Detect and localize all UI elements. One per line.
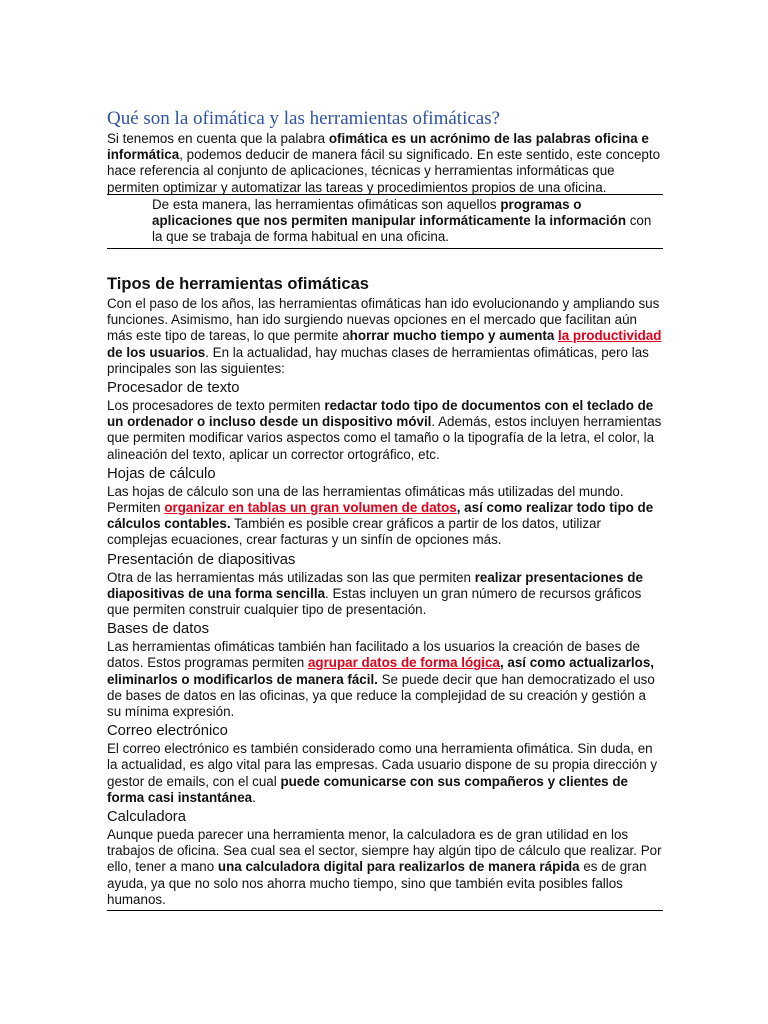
calculadora-text: Aunque pueda parecer una herramienta menor, la calculadora es de gran utilidad en los trabajos de oficina. Sea cual sea el sector, siempre hay algún tipo de cálculo que realizar. Por ello, tener a mano <box>107 827 662 875</box>
heading-calculadora: Calculadora <box>107 809 186 826</box>
correo-paragraph <box>107 741 663 806</box>
bases-text: Las herramientas ofimáticas también han facilitado a los usuarios la creación de bases de datos. Estos programas permiten <box>107 639 640 671</box>
calculadora-bold: una calculadora digital para realizarlos de manera rápida <box>217 859 580 875</box>
section-heading-tipos: Tipos de herramientas ofimáticas <box>107 275 369 293</box>
hojas-paragraph <box>107 484 663 549</box>
link-agrupar-datos[interactable]: agrupar datos de forma lógica <box>307 655 500 671</box>
heading-presentacion-de-diapositivas: Presentación de diapositivas <box>107 551 296 568</box>
presentacion-paragraph <box>107 570 663 619</box>
presentacion-text: Otra de las herramientas más utilizadas son las que permiten <box>107 569 475 585</box>
heading-bases-de-datos: Bases de datos <box>107 621 210 638</box>
quote-block <box>107 194 663 249</box>
correo-bold: puede comunicarse con sus compañeros y clientes de forma casi instantánea <box>107 773 628 805</box>
hojas-text-end: También es posible crear gráficos a partir de los datos, utilizar complejas ecuaciones, crear facturas y un sinfín de opciones más. <box>107 516 601 548</box>
heading-correo-electronico: Correo electrónico <box>107 723 228 740</box>
procesador-text: Los procesadores de texto permiten <box>107 398 325 414</box>
bases-paragraph <box>107 639 663 720</box>
intro-bold: ofimática es un acrónimo de las palabras oficina e informática <box>107 131 649 163</box>
quote-bold: programas o aplicaciones que nos permiten manipular informáticamente la información <box>152 197 626 229</box>
link-organizar-en-tablas[interactable]: organizar en tablas un gran volumen de datos <box>164 500 457 516</box>
bases-bold: , así como actualizarlos, eliminarlos o modificarlos de manera fácil. <box>107 655 654 687</box>
tipos-bold-2: de los usuarios <box>107 344 206 360</box>
calculadora-paragraph <box>107 827 663 911</box>
page-title: Qué son la ofimática y las herramientas ofimáticas? <box>107 108 501 129</box>
section-body <box>107 296 663 911</box>
tipos-bold: horrar mucho tiempo y aumenta <box>349 328 558 344</box>
hojas-bold: , así como realizar todo tipo de cálculos contables. <box>107 500 654 532</box>
bases-text-end: Se puede decir que han democratizado el uso de bases de datos en las oficinas, ya que reduce la complejidad de su creación y gestión a su mínima expresión. <box>107 671 655 720</box>
intro-text-end: , podemos deducir de manera fácil su significado. En este sentido, este concepto hace referencia al conjunto de aplicaciones, técnicas y herramientas informáticas que permiten optimizar y automatizar las tareas y procedimientos propios de una oficina. <box>107 147 661 195</box>
presentacion-bold: realizar presentaciones de diapositivas de una forma sencilla <box>107 569 643 601</box>
tipos-text: Con el paso de los años, las herramientas ofimáticas han ido evolucionando y ampliando sus funciones. Asimismo, han ido surgiendo nuevas opciones en el mercado que facilitan aún más este tipo de tareas, lo que permite a <box>107 296 660 344</box>
procesador-text-end: . Además, estos incluyen herramientas que permiten modificar varios aspectos como el tamaño o la tipografía de la letra, el color, la alineación del texto, aplicar un corrector ortográfico, etc. <box>107 414 662 462</box>
intro-paragraph <box>107 131 663 196</box>
procesador-bold: redactar todo tipo de documentos con el teclado de un ordenador o incluso desde un dispositivo móvil <box>107 398 654 430</box>
tipos-text-end: . En la actualidad, hay muchas clases de herramientas ofimáticas, pero las principales son las siguientes: <box>107 344 649 376</box>
link-la-productividad[interactable]: la productividad <box>558 328 662 344</box>
heading-hojas-de-calculo: Hojas de cálculo <box>107 465 216 482</box>
quote-text: De esta manera, las herramientas ofimáticas son aquellos <box>152 197 501 212</box>
correo-text: El correo electrónico es también considerado como una herramienta ofimática. Sin duda, en la actualidad, es algo vital para las empresas. Cada usuario dispone de su propia dirección y gestor de emails, con el cual <box>107 741 658 789</box>
procesador-paragraph <box>107 398 663 463</box>
correo-text-end: . <box>252 789 256 805</box>
heading-procesador-de-texto: Procesador de texto <box>107 380 240 397</box>
intro-text: Si tenemos en cuenta que la palabra <box>107 131 329 146</box>
calculadora-text-end: es de gran ayuda, ya que no solo nos ahorra mucho tiempo, sino que también evita posibles fallos humanos. <box>107 859 647 907</box>
presentacion-text-end: . Estas incluyen un gran número de recursos gráficos que permiten construir cualquier tipo de presentación. <box>107 585 642 618</box>
hojas-text: Las hojas de cálculo son una de las herramientas ofimáticas más utilizadas del mundo. Permiten <box>107 483 624 516</box>
quote-text-end: con la que se trabaja de forma habitual en una oficina. <box>152 213 652 245</box>
tipos-paragraph <box>107 296 663 377</box>
